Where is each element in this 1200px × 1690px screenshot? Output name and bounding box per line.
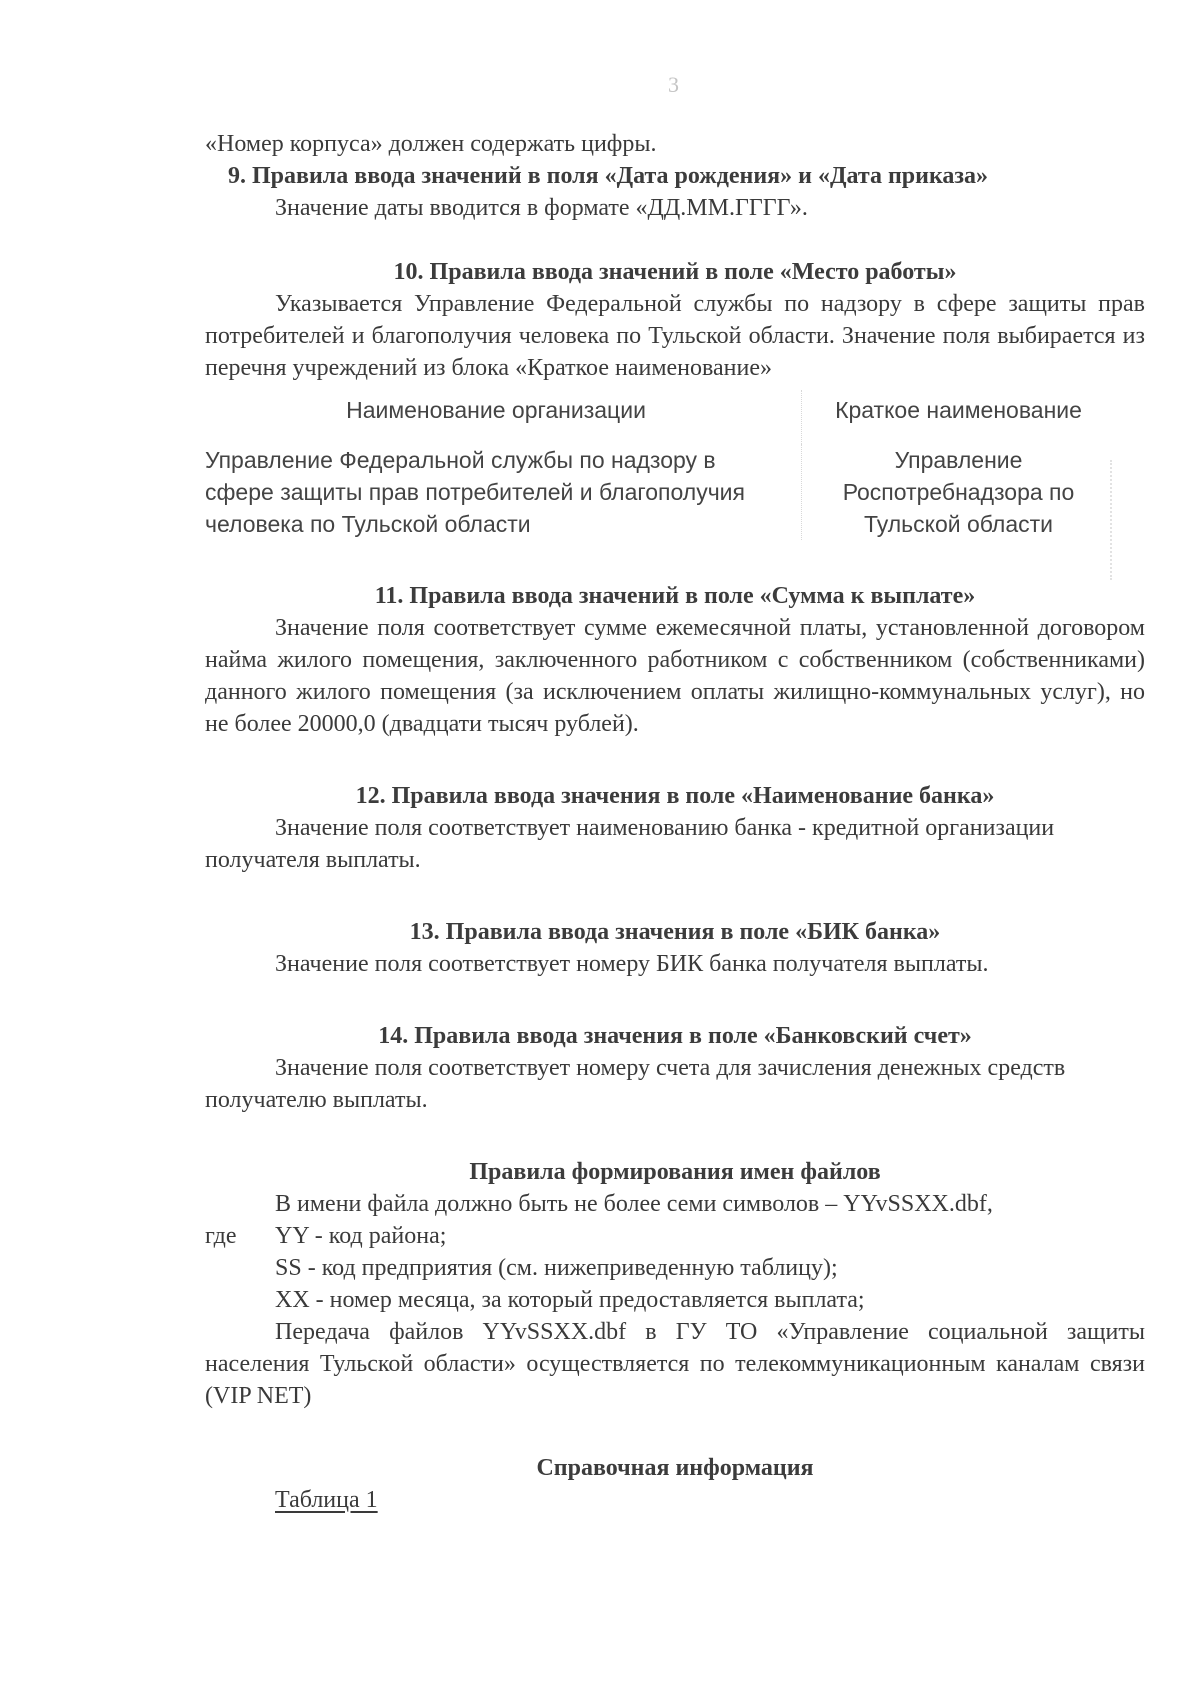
cell-short-name: Управление Роспотребнадзора по Тульской области [842,447,1075,537]
cell-full-name: Управление Федеральной службы по надзору в сфере защиты прав потребителей и благополучия человека по Тульской области [205,444,802,540]
file-naming-xx: XX - номер месяца, за который предоставляется выплата; [275,1287,865,1313]
section-13-heading: 13. Правила ввода значения в поле «БИК банка» [409,919,941,945]
file-transfer-text: Передача файлов YYvSSXX.dbf в ГУ ТО «Управление социальной защиты населения Тульской области» осуществляется по телекоммуникационным каналам связи (VIP NET) [205,1319,1145,1409]
file-naming-intro: В имени файла должно быть не более семи символов – YYvSSXX.dbf, [275,1191,993,1217]
yy-definition: YY - код района; [275,1223,447,1249]
col-header-short-name: Краткое наименование [835,397,1082,423]
col-header-full-name: Наименование организации [205,390,802,444]
file-naming-yy [205,1220,1145,1252]
section-12-text: Значение поля соответствует наименованию банка - кредитной организации получателя выплаты. [205,815,1055,873]
section-14-text: Значение поля соответствует номеру счета для зачисления денежных средств получателю выплаты. [205,1055,1066,1113]
file-naming-heading: Правила формирования имен файлов [469,1159,881,1185]
page-number: 3 [668,72,679,97]
where-label: где [205,1223,237,1249]
section-10-text: Указывается Управление Федеральной службы по надзору в сфере защиты прав потребителей и благополучия человека по Тульской области. Значение поля выбирается из перечня учреждений из блока «Краткое наименование» [205,291,1145,381]
document-body [205,128,1145,1516]
section-9-heading: 9. Правила ввода значений в поля «Дата рождения» и «Дата приказа» [228,163,989,189]
reference-heading: Справочная информация [536,1455,814,1481]
file-naming-ss: SS - код предприятия (см. нижеприведенную таблицу); [275,1255,838,1281]
section-12-heading: 12. Правила ввода значения в поле «Наименование банка» [355,783,995,809]
table-row [205,444,1105,540]
section-9-text: Значение даты вводится в формате «ДД.ММ.ГГГГ». [275,195,808,221]
organization-table [205,390,1105,540]
table-header-row [205,390,1105,444]
section-11-text: Значение поля соответствует сумме ежемесячной платы, установленной договором найма жилого помещения, заключенного работником с собственником (собственниками) данного жилого помещения (за исключением оплаты жилищно-коммунальных услуг), но не более 20000,0 (двадцати тысяч рублей). [205,615,1145,737]
section-14-heading: 14. Правила ввода значения в поле «Банковский счет» [378,1023,972,1049]
section-10-heading: 10. Правила ввода значений в поле «Место работы» [393,259,957,285]
section-11-heading: 11. Правила ввода значений в поле «Сумма к выплате» [374,583,976,609]
section-13-text: Значение поля соответствует номеру БИК банка получателя выплаты. [275,951,989,977]
table-1-label: Таблица 1 [275,1487,378,1513]
korpus-rule: «Номер корпуса» должен содержать цифры. [205,131,657,157]
